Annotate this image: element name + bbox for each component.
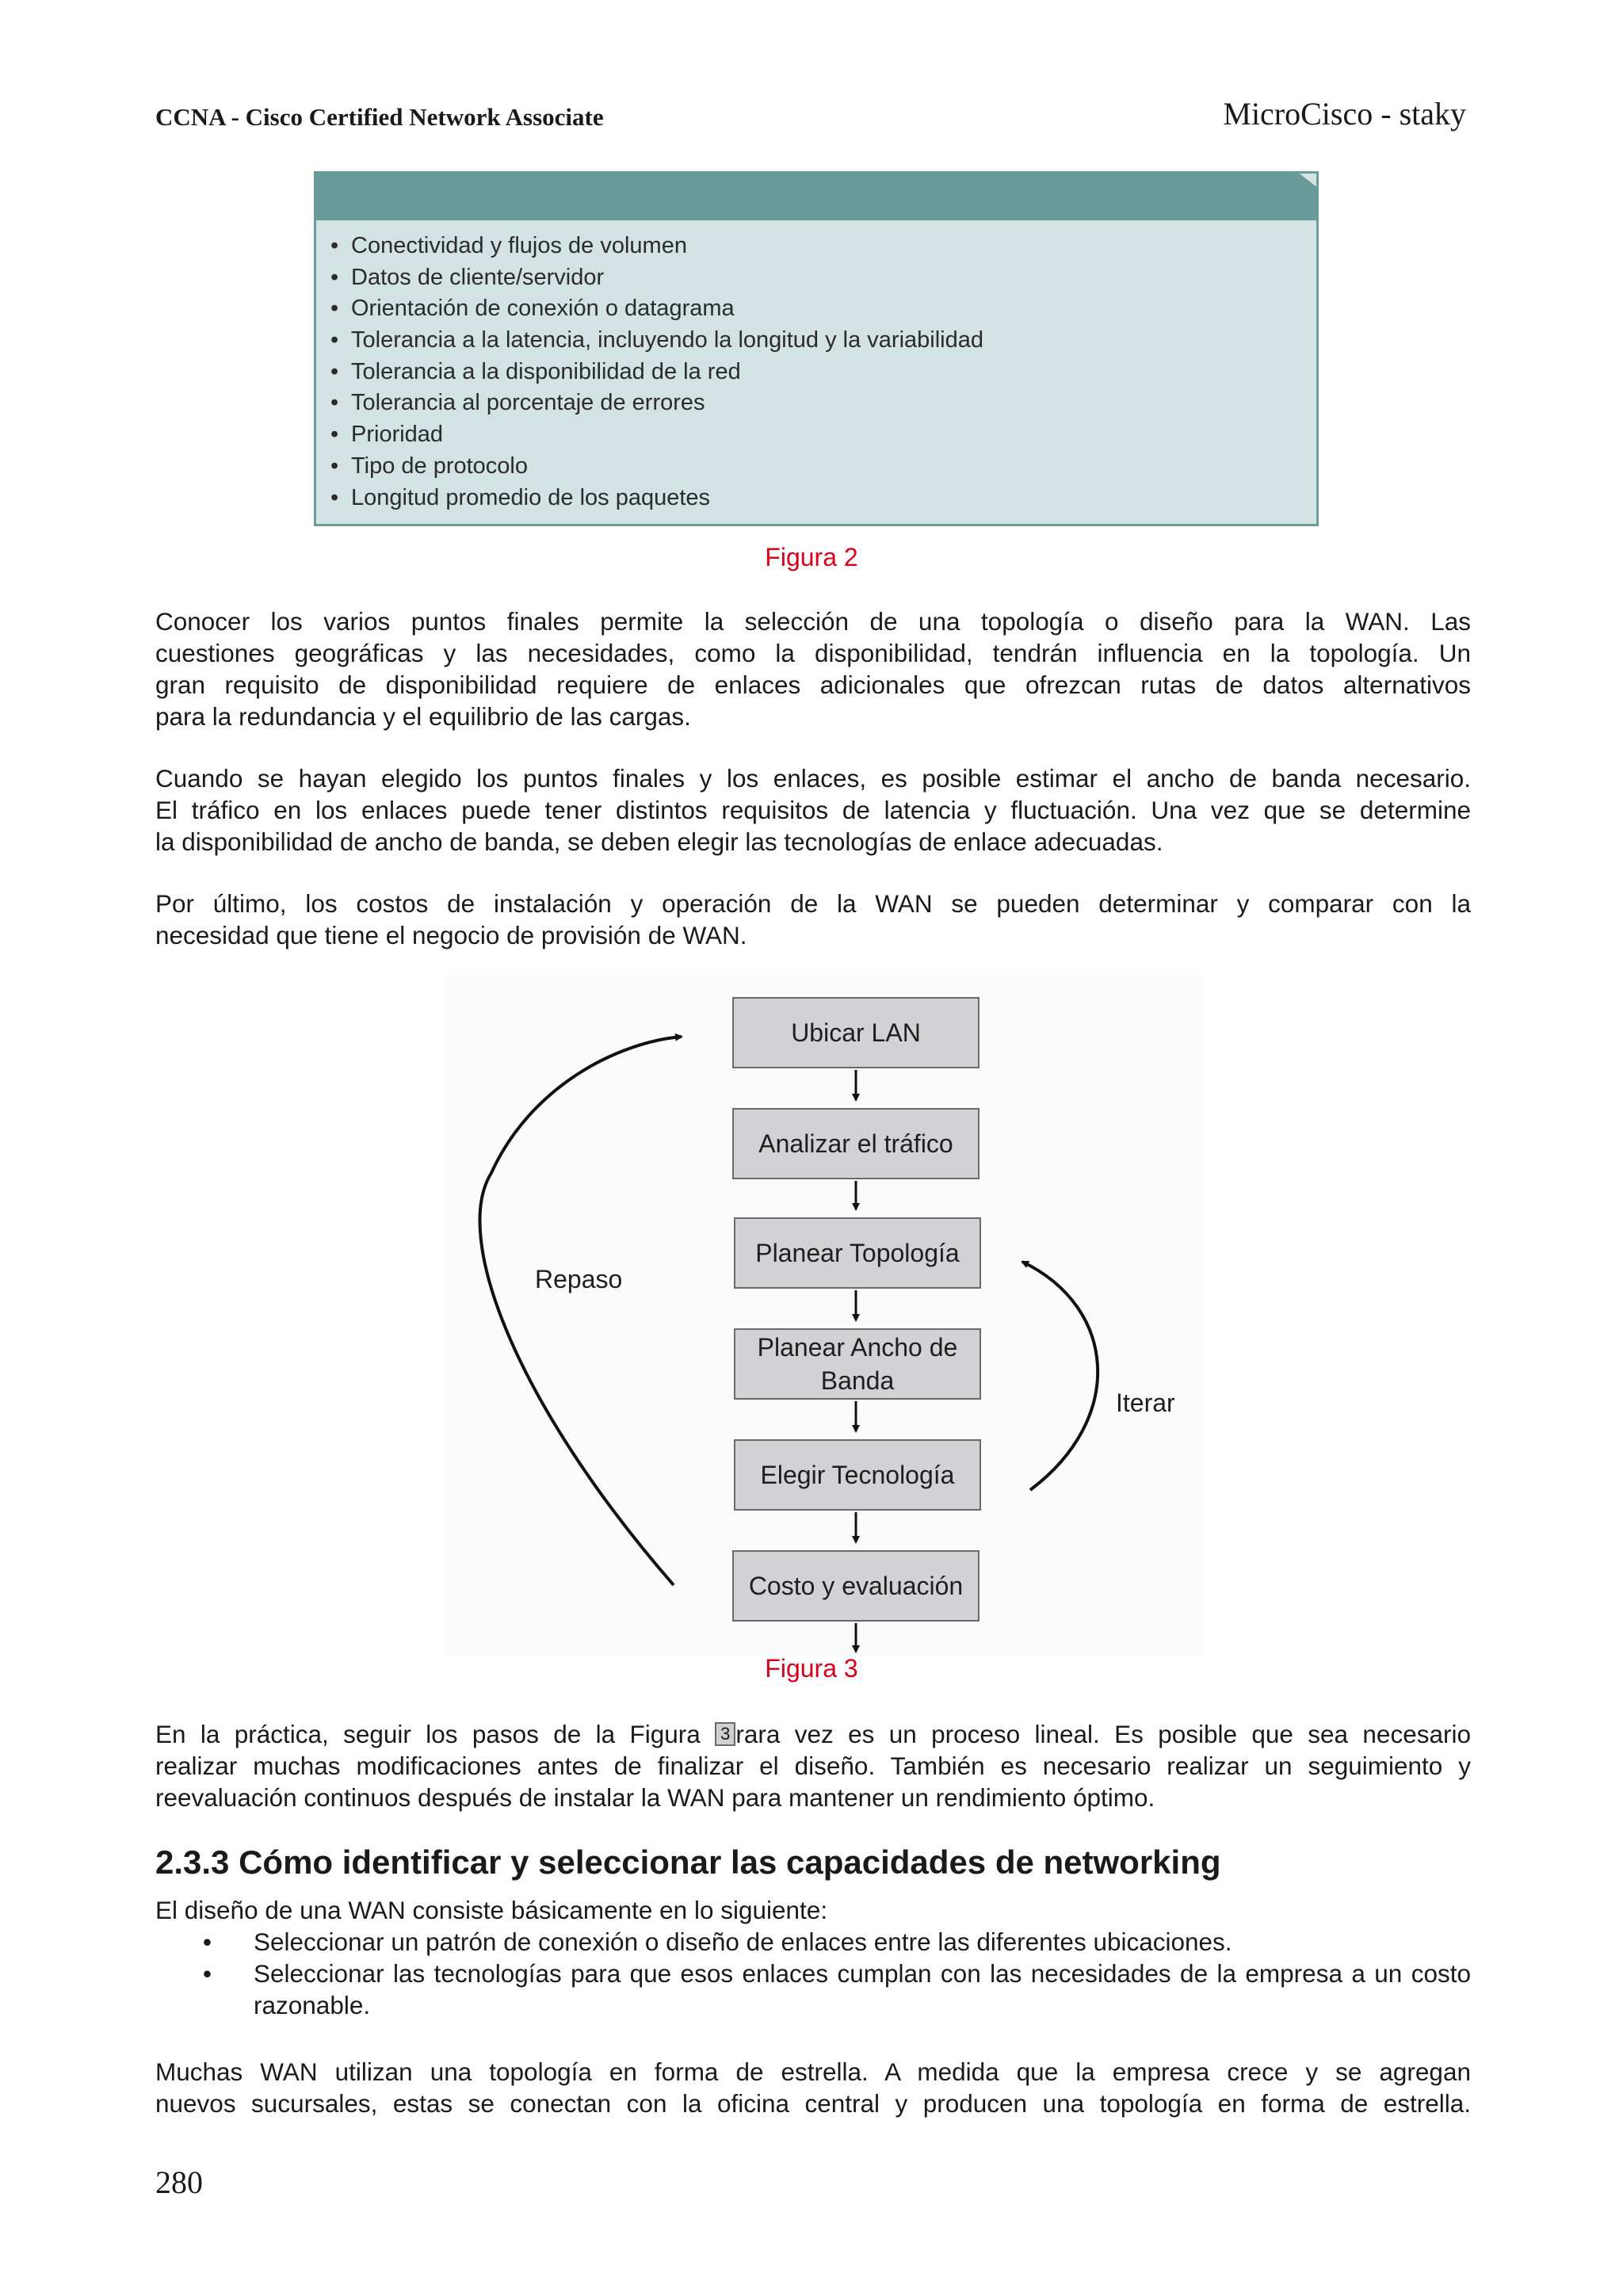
step-box-elegir-tecnologia: Elegir Tecnología bbox=[734, 1439, 981, 1511]
page-number: 280 bbox=[155, 2164, 203, 2200]
step-box-planear-topologia: Planear Topología bbox=[734, 1217, 981, 1289]
list-item: • Datos de cliente/servidor bbox=[330, 264, 605, 290]
figure-2-title-bar bbox=[314, 171, 1319, 220]
header-title: CCNA - Cisco Certified Network Associate bbox=[155, 103, 604, 131]
section-body bbox=[155, 1894, 1471, 2021]
paragraph-4: En la práctica, seguir los pasos de la Figura 3 rara vez es un proceso lineal. Es posible que sea necesario realizar muchas modificaciones antes de finalizar el diseño. También es necesario realizar un seguimiento y reevaluación continuos después de instalar la WAN para mantener un rendimiento óptimo. bbox=[155, 1720, 1471, 1812]
paragraph-2: Cuando se hayan elegido los puntos finales y los enlaces, es posible estimar el ancho de banda necesario. El tráfico en los enlaces puede tener distintos requisitos de latencia y fluctuación. Una vez que se determine la disponibilidad de ancho de banda, se deben elegir las tecnologías de enlace adecuadas. bbox=[155, 764, 1471, 856]
paragraph-3: Por último, los costos de instalación y operación de la WAN se pueden determinar y comparar con la necesidad que tiene el negocio de provisión de WAN. bbox=[155, 889, 1471, 949]
repaso-label: Repaso bbox=[535, 1265, 623, 1293]
list-item: • Longitud promedio de los paquetes bbox=[330, 484, 711, 510]
list-item: • Tolerancia a la disponibilidad de la red bbox=[330, 358, 741, 384]
repaso-arrow bbox=[480, 1037, 682, 1585]
step-box-costo-evaluacion: Costo y evaluación bbox=[732, 1550, 980, 1622]
figure-2-box bbox=[314, 171, 1319, 526]
list-item: • Seleccionar las tecnologías para que esos enlaces cumplan con las necesidades de la empresa a un costo razonable. bbox=[203, 1959, 1471, 2019]
header-author: MicroCisco - staky bbox=[1223, 96, 1466, 132]
list-item: • Prioridad bbox=[330, 422, 444, 448]
iterar-arrow bbox=[1022, 1262, 1098, 1490]
figure-3-caption: Figura 3 bbox=[765, 1654, 858, 1683]
list-item: • Tolerancia a la latencia, incluyendo la longitud y la variabilidad bbox=[330, 327, 983, 353]
step-box-ubicar-lan: Ubicar LAN bbox=[732, 997, 980, 1068]
paragraph-6: Muchas WAN utilizan una topología en forma de estrella. A medida que la empresa crece y se agregan nuevos sucursales, estas se conectan con la oficina central y producen una topología en forma de estrella. bbox=[155, 2057, 1471, 2118]
list-item: • Tolerancia al porcentaje de errores bbox=[330, 390, 705, 416]
list-item: • Seleccionar un patrón de conexión o diseño de enlaces entre las diferentes ubicaciones. bbox=[203, 1927, 1232, 1956]
step-box-analizar-trafico: Analizar el tráfico bbox=[732, 1108, 980, 1179]
list-item: • Conectividad y flujos de volumen bbox=[330, 233, 687, 258]
section-intro: El diseño de una WAN consiste básicamente en lo siguiente: bbox=[155, 1896, 828, 1924]
figure-3-diagram bbox=[444, 975, 1205, 1656]
section-heading: 2.3.3 Cómo identificar y seleccionar las capacidades de networking bbox=[155, 1843, 1221, 1881]
step-box-planear-ancho-banda: Planear Ancho de Banda bbox=[734, 1328, 981, 1400]
list-item: • Tipo de protocolo bbox=[330, 453, 529, 479]
figure-2-caption: Figura 2 bbox=[765, 543, 858, 571]
figure-2-list bbox=[330, 231, 983, 514]
figure-reference-badge: 3 bbox=[715, 1722, 735, 1746]
list-item: • Orientación de conexión o datagrama bbox=[330, 296, 735, 322]
iterar-label: Iterar bbox=[1116, 1389, 1175, 1417]
paragraph-1: Conocer los varios puntos finales permite la selección de una topología o diseño para la WAN. Las cuestiones geográficas y las necesidades, como la disponibilidad, tendrán influencia en la topología. Un gran requisito de disponibilidad requiere de enlaces adicionales que ofrezcan rutas de datos alternativos para la redundancia y el equilibrio de las cargas. bbox=[155, 607, 1471, 731]
